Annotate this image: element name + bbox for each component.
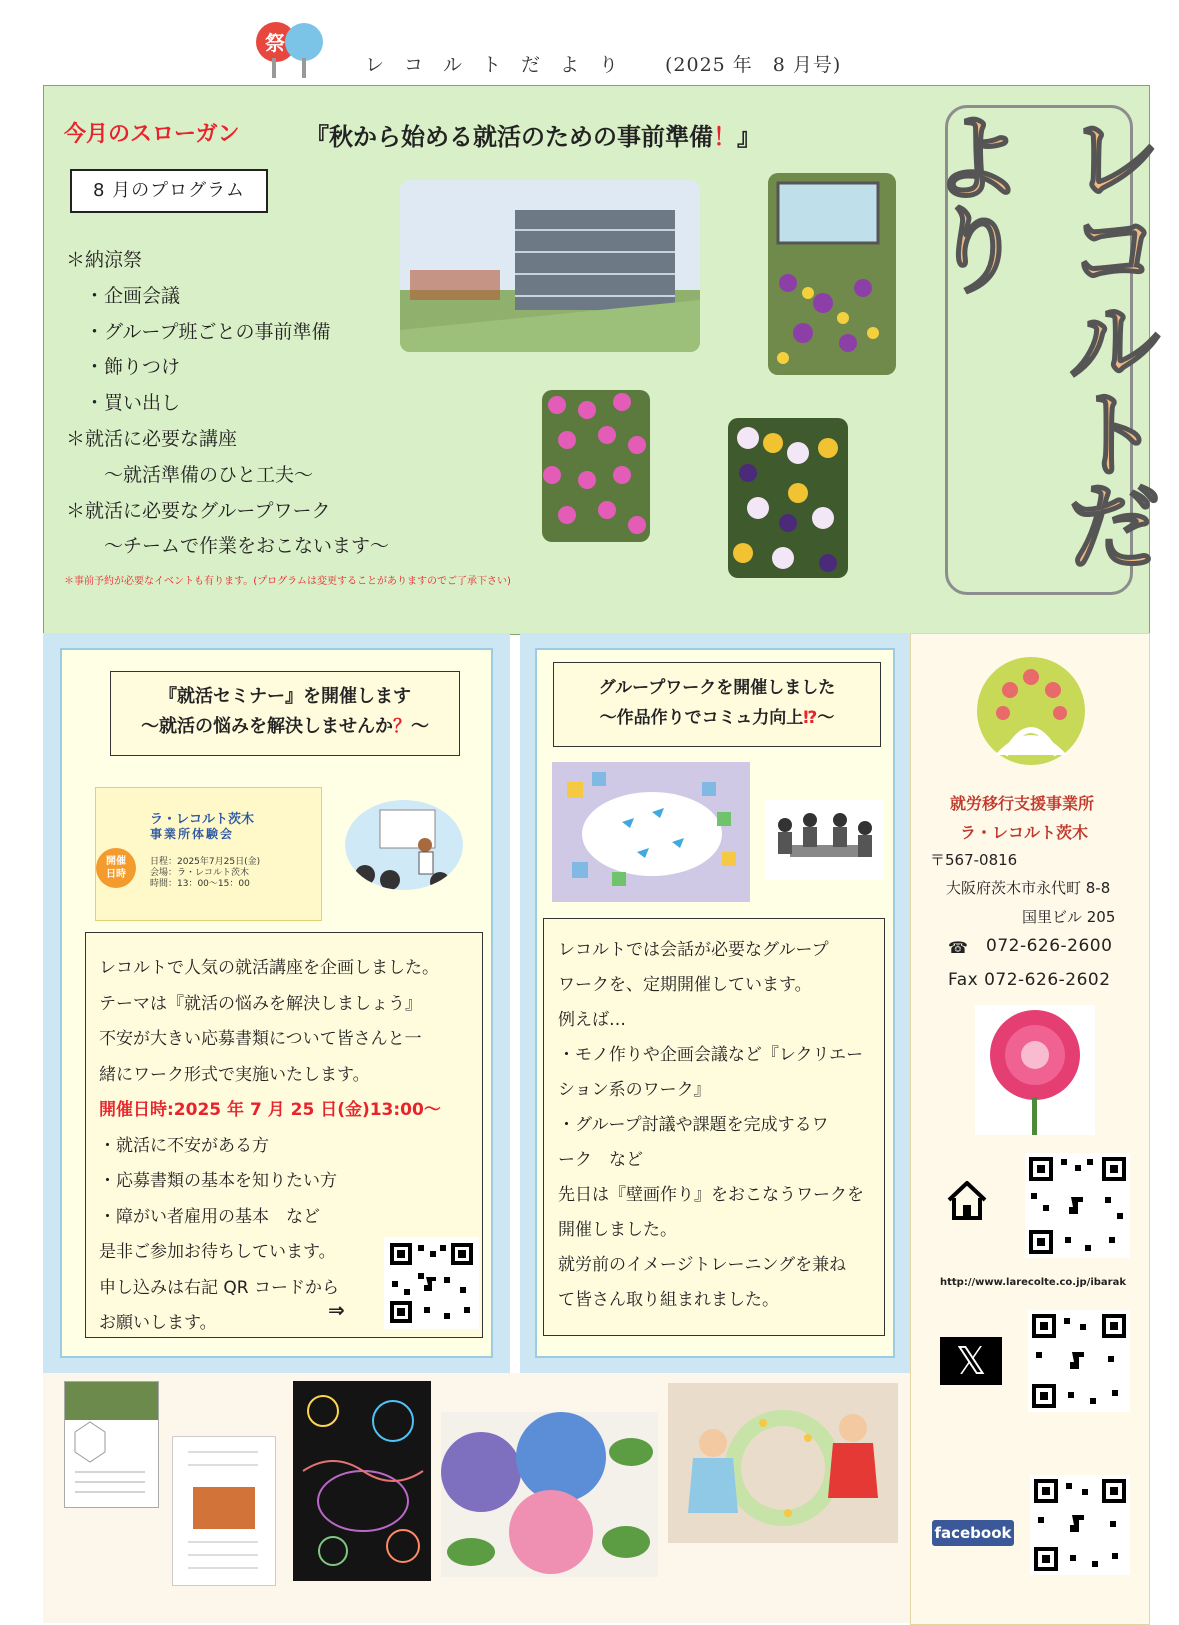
slogan-label: 今月のスローガン [64, 122, 240, 147]
groupwork-text: ーク など [558, 1150, 643, 1170]
program-list [66, 243, 389, 565]
office-name: 就労移行支援事業所 [950, 794, 1095, 813]
program-item: ＊就活に必要なグループワーク [66, 499, 331, 522]
program-note: ＊事前予約が必要なイベントも有ります。(プログラムは変更することがありますのでご了承下さい) [64, 576, 511, 587]
address-line1: 大阪府茨木市永代町 8-8 [946, 879, 1111, 897]
program-item: ・買い出し [66, 392, 181, 415]
flyer-subtitle: 事業所体験会 [150, 827, 235, 841]
homepage-qr-code[interactable] [1025, 1153, 1130, 1258]
groupwork-text: 例えば… [558, 1010, 626, 1030]
pansy-photo [728, 418, 848, 578]
tree-logo [975, 655, 1087, 767]
slogan-close: 』 [737, 123, 761, 151]
vertical-title: レコルトだより [914, 108, 1163, 568]
groupwork-text: 開催しました。 [558, 1220, 677, 1240]
dahlia-photo [975, 1005, 1095, 1135]
seminar-text: 不安が大きい応募書類について皆さんと一 [99, 1029, 422, 1049]
question-mark: ？ [393, 716, 411, 737]
groupwork-heading-end: ～ [817, 708, 835, 728]
event-flyer-thumbnail [64, 1381, 159, 1508]
seminar-heading-line1: 『就活セミナー』を開催します [159, 686, 411, 707]
slogan-exclamation: ！ [713, 123, 737, 151]
phone-number[interactable]: 072-626-2600 [986, 936, 1113, 956]
groupwork-text: て皆さん取り組まれました。 [558, 1290, 779, 1310]
x-twitter-icon[interactable]: 𝕏 [940, 1337, 1002, 1385]
home-icon[interactable] [945, 1178, 989, 1222]
seminar-heading-text: ～就活の悩みを解決しませんか [141, 716, 393, 737]
flyer-badge: 開催 日時 [96, 848, 136, 888]
groupwork-heading-line2 [554, 703, 880, 733]
groupwork-heading-line1: グループワークを開催しました [598, 678, 836, 698]
x-qr-code[interactable] [1028, 1310, 1130, 1412]
scratch-art-thumbnail [293, 1381, 431, 1581]
seminar-text: テーマは『就活の悩みを解決しましょう』 [99, 993, 422, 1014]
origami-wreath-thumbnail [668, 1383, 898, 1543]
hydrangea-art-thumbnail [441, 1412, 658, 1577]
seminar-heading [110, 671, 460, 756]
address-line2: 国里ビル 205 [1022, 908, 1116, 926]
postal-code: 〒567-0816 [930, 851, 1018, 869]
flower-sign-photo [768, 173, 896, 375]
festival-fan-logo [246, 18, 336, 80]
program-item: ・飾りつけ [66, 356, 181, 379]
facebook-qr-code[interactable] [1030, 1475, 1130, 1575]
vertical-title-box [914, 105, 1163, 595]
program-item: ～チームで作業をおこないます～ [66, 535, 390, 558]
seminar-target: お願いします。 [99, 1313, 217, 1333]
newsletter-title: レコルトだより [365, 54, 639, 76]
autumn-flyer-thumbnail [172, 1436, 276, 1586]
seminar-date: 開催日時:2025 年 7 月 25 日(金)13:00～ [99, 1100, 441, 1120]
fax-number: Fax 072-626-2602 [948, 970, 1111, 990]
program-item: ＊就活に必要な講座 [66, 427, 238, 450]
pink-flowers-photo [542, 390, 650, 542]
svg-text:祭: 祭 [265, 31, 285, 55]
program-item: ・グループ班ごとの事前準備 [66, 320, 331, 343]
flyer-title: ラ・レコルト茨木 [150, 812, 255, 827]
issue-date: (2025 年 8 月号) [665, 54, 842, 76]
seminar-target: 是非ご参加お待ちしています。 [99, 1242, 336, 1262]
presenter-illustration [345, 800, 463, 890]
program-item: ～就活準備のひと工夫～ [66, 463, 314, 486]
seminar-heading-line2 [111, 712, 459, 742]
groupwork-description [543, 918, 885, 1336]
program-heading: 8 月のプログラム [70, 169, 268, 213]
groupwork-heading [553, 662, 881, 747]
office-branch: ラ・レコルト茨木 [960, 823, 1089, 842]
program-item: ・企画会議 [66, 284, 181, 307]
slogan-main: 『秋から始める就活のための事前準備 [305, 123, 713, 151]
seminar-heading-end: ～ [411, 716, 429, 737]
groupwork-text: 就労前のイメージトレーニングを兼ね [558, 1255, 847, 1275]
groupwork-text: レコルトでは会話が必要なグループ [558, 940, 829, 960]
building-photo [400, 180, 700, 352]
groupwork-text: ・モノ作りや企画会議など『レクリエー [558, 1045, 864, 1065]
origami-wall-photo [552, 762, 750, 902]
facebook-icon[interactable]: facebook [932, 1520, 1014, 1546]
website-url[interactable]: http://www.larecolte.co.jp/ibarak [940, 1277, 1126, 1288]
flyer-details: 日程：2025年7月25日(金) 会場：ラ・レコルト茨木 時間：13：00～15：00 [150, 857, 261, 889]
seminar-target: ・応募書類の基本を知りたい方 [99, 1171, 337, 1191]
seminar-text: レコルトで人気の就活講座を企画しました。 [99, 958, 439, 978]
arrow-icon: ⇒ [328, 1298, 345, 1322]
meeting-illustration [765, 800, 883, 880]
groupwork-text: ション系のワーク』 [558, 1080, 711, 1100]
groupwork-text: 先日は『壁画作り』をおこなうワークを [558, 1185, 864, 1205]
phone-icon: ☎ [948, 938, 968, 957]
groupwork-text: ワークを、定期開催しています。 [558, 975, 812, 995]
seminar-target: ・障がい者雇用の基本 など [99, 1206, 320, 1227]
slogan-text [305, 117, 761, 152]
seminar-target: ・就活に不安がある方 [99, 1135, 269, 1156]
groupwork-text: ・グループ討議や課題を完成するワ [558, 1115, 829, 1135]
seminar-text: 緒にワーク形式で実施いたします。 [99, 1064, 370, 1085]
seminar-target: 申し込みは右記 QR コードから [99, 1277, 339, 1298]
program-item: ＊納涼祭 [66, 249, 143, 271]
seminar-qr-code[interactable] [384, 1237, 479, 1329]
groupwork-heading-text: ～作品作りでコミュ力向上 [599, 708, 804, 728]
interrobang-mark: ⁉ [803, 708, 818, 728]
